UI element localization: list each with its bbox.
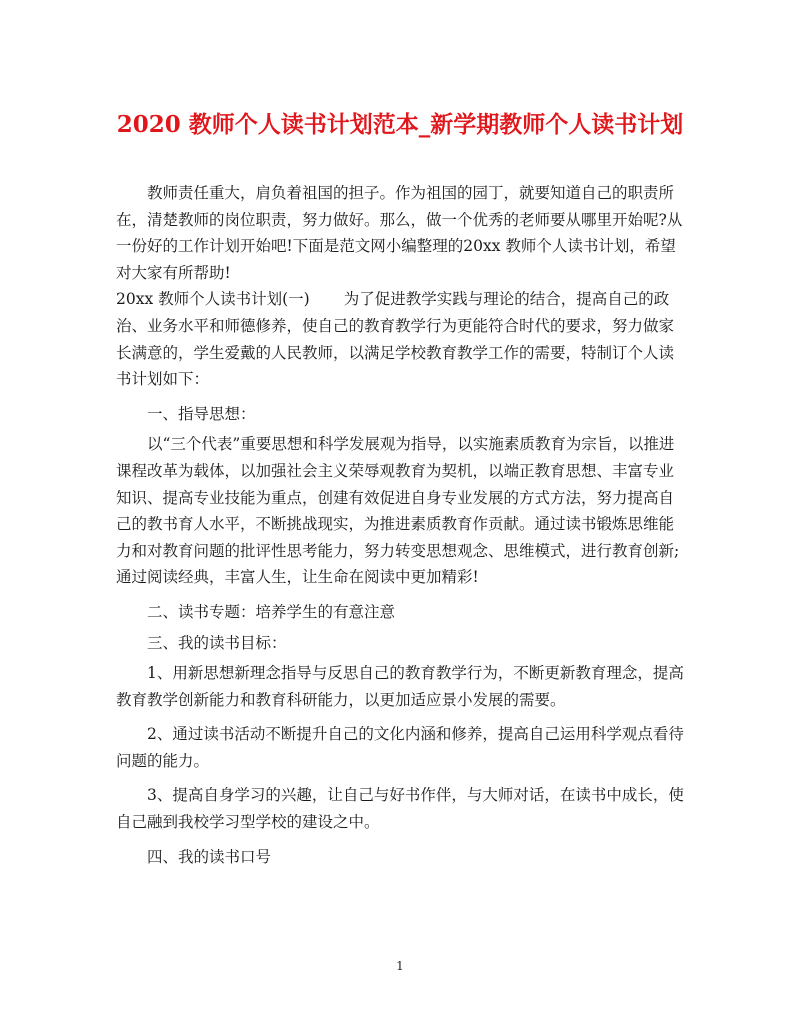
section-heading-3: 三、我的读书目标： [147, 633, 287, 652]
plan-paragraph [116, 286, 686, 392]
goal-item-2: 2、通过读书活动不断提升自己的文化内涵和修养，提高自己运用科学观点看待问题的能力。 [116, 725, 684, 770]
goal-item-3: 3、提高自身学习的兴趣，让自己与好书作伴，与大师对话，在读书中成长，使自己融到我校学习型学校的建设之中。 [116, 786, 684, 832]
plan-heading: 20xx 教师个人读书计划(一) [116, 290, 310, 309]
intro-paragraph: 教师责任重大，肩负着祖国的担子。作为祖国的园丁，就要知道自己的职责所在，清楚教师的岗位职责，努力做好。那么，做一个优秀的老师要从哪里开始呢?从一份好的工作计划开始吧!下面是范文网小编整理的20xx 教师个人读书计划，希望对大家有所帮助! [116, 184, 683, 282]
section-body-1: 以“三个代表”重要思想和科学发展观为指导，以实施素质教育为宗旨，以推进课程改革为载体，以加强社会主义荣辱观教育为契机，以端正教育思想、丰富专业知识、提高专业技能为重点，创建有效促进自身专业发展的方式方法，努力提高自己的教书育人水平，不断挑战现实，为推进素质教育作贡献。通过读书锻炼思维能力和对教育问题的批评性思考能力，努力转变思想观念、思维模式，进行教育创新;通过阅读经典，丰富人生，让生命在阅读中更加精彩! [116, 435, 680, 587]
section-heading-1: 一、指导思想： [147, 404, 256, 423]
document-body [116, 180, 686, 870]
plan-intro: 为了促进教学实践与理论的结合，提高自己的政治、业务水平和师德修养，使自己的教育教学行为更能符合时代的要求，努力做家长满意的，学生爱戴的人民教师，以满足学校教育教学工作的需要，特制订个人读书计划如下： [116, 290, 675, 389]
section-heading-4: 四、我的读书口号 [147, 847, 272, 866]
document-title: 2020 教师个人读书计划范本_新学期教师个人读书计划 [116, 111, 684, 138]
page-number: 1 [396, 959, 404, 973]
goal-item-1: 1、用新思想新理念指导与反思自己的教育教学行为，不断更新教育理念，提高教育教学创新能力和教育科研能力，以更加适应景小发展的需要。 [116, 664, 684, 709]
section-heading-2: 二、读书专题：培养学生的有意注意 [147, 602, 396, 621]
